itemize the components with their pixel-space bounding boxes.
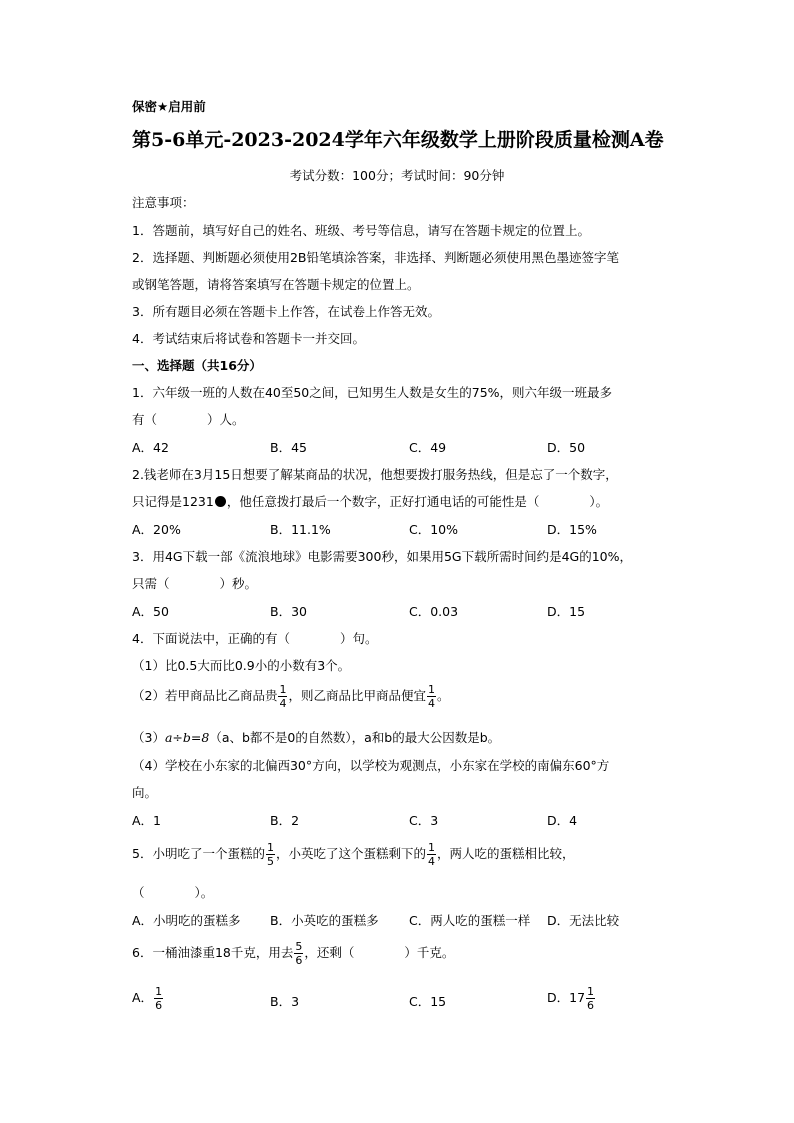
question-5-text: （ ）。	[132, 885, 214, 900]
q3-option-b: B．30	[270, 604, 307, 619]
q4-statement-4: 向。	[132, 785, 158, 800]
q4-s3-text: （3）	[132, 730, 165, 745]
q1-option-c: C．49	[409, 440, 447, 455]
q5-option-c: C．两人吃的蛋糕一样	[409, 913, 531, 928]
q2-option-b: B．11.1%	[270, 522, 331, 537]
q1-option-d: D．50	[547, 440, 586, 455]
q1-option-b: B．45	[270, 440, 307, 455]
fraction: $\frac{1}{4}$	[279, 683, 287, 710]
q2-text-b: ，他任意拨打最后一个数字，正好打通电话的可能性是（ ）。	[226, 494, 609, 509]
question-1-text: 1．六年级一班的人数在40至50之间，已知男生人数是女生的75%，则六年级一班最多	[132, 385, 613, 400]
q4-statement-1: （1）比0.5大而比0.9小的小数有3个。	[132, 658, 351, 673]
q5-text: 5．小明吃了一个蛋糕的	[132, 846, 265, 861]
question-3-text: 3．用4G下载一部《流浪地球》电影需要300秒，如果用5G下载所需时间约是4G的10%，	[132, 549, 633, 564]
q4-statement-2	[132, 683, 450, 710]
q4-statement-4: （4）学校在小东家的北偏西30°方向，以学校为观测点，小东家在学校的南偏东60°方	[132, 758, 610, 773]
section-heading: 一、选择题（共16分）	[132, 358, 262, 373]
math-expression: a÷b=8	[164, 730, 210, 745]
fraction: $\frac{1}{6}$	[587, 985, 595, 1012]
q4-option-c: C．3	[409, 813, 439, 828]
question-1-text: 有（ ）人。	[132, 412, 245, 427]
q4-option-b: B．2	[270, 813, 300, 828]
page-title: 第5-6单元-2023-2024学年六年级数学上册阶段质量检测A卷	[132, 129, 664, 151]
q5-text: ，小英吃了这个蛋糕剩下的	[275, 846, 426, 861]
fraction: $\frac{5}{6}$	[295, 940, 303, 967]
q4-s2-text: （2）若甲商品比乙商品贵	[132, 688, 278, 703]
exam-info: 考试分数：100分；考试时间：90分钟	[289, 168, 505, 183]
q4-option-d: D．4	[547, 813, 578, 828]
fraction: $\frac{1}{5}$	[266, 841, 274, 868]
q4-s2-text: ，则乙商品比甲商品便宜	[288, 688, 426, 703]
q3-option-c: C．0.03	[409, 604, 459, 619]
notice-item: 或钢笔答题，请将答案填写在答题卡规定的位置上。	[132, 277, 420, 292]
q1-option-a: A．42	[132, 440, 169, 455]
q4-s3-text: （a、b都不是0的自然数），a和b的最大公因数是b。	[209, 730, 501, 745]
q4-option-a: A．1	[132, 813, 162, 828]
q5-text: ，两人吃的蛋糕相比较，	[436, 846, 575, 861]
q2-option-c: C．10%	[409, 522, 459, 537]
q6-text: ，还剩（ ）千克。	[304, 945, 455, 960]
question-5-text	[132, 841, 575, 868]
fraction: $\frac{1}{6}$	[155, 985, 163, 1012]
q6-option-c: C．15	[409, 994, 447, 1009]
question-3-text: 只需（ ）秒。	[132, 576, 258, 591]
question-2-text	[132, 492, 608, 510]
notice-item: 4．考试结束后将试卷和答题卡一并交回。	[132, 331, 365, 346]
q2-option-a: A．20%	[132, 522, 181, 537]
q3-option-d: D．15	[547, 604, 586, 619]
fraction: $\frac{1}{4}$	[427, 841, 435, 868]
confidential-label: 保密★启用前	[132, 99, 206, 114]
q5-option-d: D．无法比较	[547, 913, 620, 928]
filled-circle-icon	[215, 496, 226, 507]
notice-item: 2．选择题、判断题必须使用2B铅笔填涂答案，非选择、判断题必须使用黑色墨迹签字笔	[132, 250, 619, 265]
question-6-text	[132, 940, 454, 967]
q6-text: 6．一桶油漆重18千克，用去	[132, 945, 294, 960]
question-2-text: 2.钱老师在3月15日想要了解某商品的状况，他想要拨打服务热线，但是忘了一个数字，	[132, 467, 618, 482]
q2-text-a: 只记得是1231	[132, 494, 214, 509]
q3-option-a: A．50	[132, 604, 169, 619]
fraction: $\frac{1}{4}$	[427, 683, 435, 710]
q6-option-a: A． $\frac{1}{6}$	[132, 985, 163, 1012]
question-4-text: 4．下面说法中，正确的有（ ）句。	[132, 631, 378, 646]
q6-option-d: D．17 $\frac{1}{6}$	[547, 985, 595, 1012]
notice-heading: 注意事项：	[132, 195, 195, 210]
q4-s2-text: 。	[436, 688, 450, 703]
notice-item: 3．所有题目必须在答题卡上作答，在试卷上作答无效。	[132, 304, 440, 319]
q5-option-b: B．小英吃的蛋糕多	[270, 913, 379, 928]
q4-statement-3	[132, 728, 500, 746]
q6-option-b: B．3	[270, 994, 300, 1009]
q5-option-a: A．小明吃的蛋糕多	[132, 913, 241, 928]
notice-item: 1．答题前，填写好自己的姓名、班级、考号等信息，请写在答题卡规定的位置上。	[132, 223, 590, 238]
q2-option-d: D．15%	[547, 522, 597, 537]
